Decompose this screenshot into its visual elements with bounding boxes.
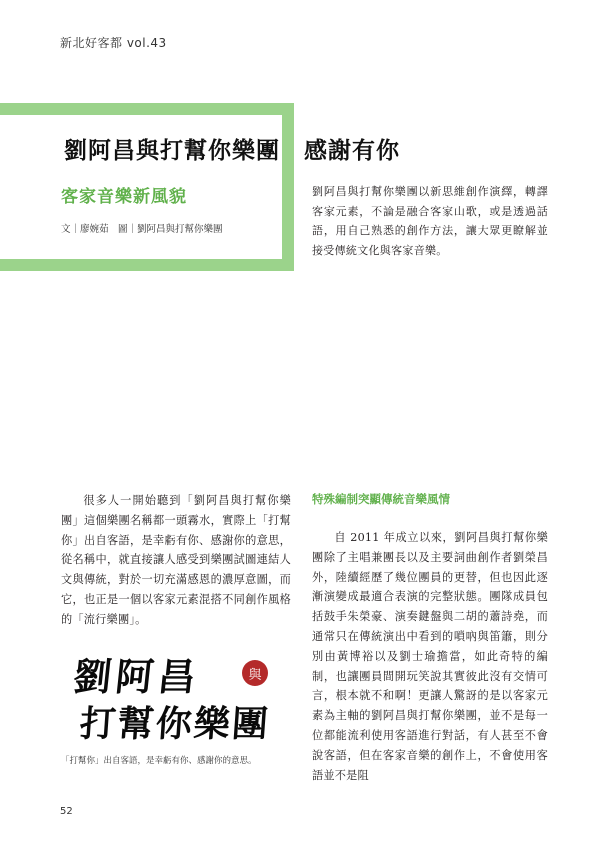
lead-paragraph: 劉阿昌與打幫你樂團以新思維創作演繹，轉譯客家元素，不論是融合客家山歌，或是透過話語，用自己熟悉的創作方法，讓大眾更瞭解並接受傳統文化與客家音樂。 <box>312 185 548 257</box>
intro-paragraph: 很多人一開始聽到「劉阿昌與打幫你樂團」這個樂團名稱都一頭霧水，實際上「打幫你」出自客語，是幸虧有你、感謝你的意思，從名稱中，就直接讓人感受到樂團試圖連結人文與傳統，對於一切充滿感恩的濃厚意圖，而它，也正是一個以客家元素混搭不同創作風格的「流行樂團」。 <box>61 494 291 626</box>
calligraphy-line-1: 劉阿昌 <box>71 654 203 699</box>
calligraphy-logo <box>64 646 288 748</box>
article-subtitle: 客家音樂新風貌 <box>61 187 187 207</box>
image-caption: 「打幫你」出自客語，是幸虧有你、感謝你的意思。 <box>61 756 257 766</box>
page-number: 52 <box>60 806 73 817</box>
magazine-header: 新北好客都 vol.43 <box>60 36 167 50</box>
article-credits: 文｜廖婉茹 圖｜劉阿昌與打幫你樂團 <box>61 224 223 235</box>
red-seal: 與 <box>242 660 268 686</box>
section-paragraph: 自 2011 年成立以來，劉阿昌與打幫你樂團除了主唱兼團長以及主要詞曲創作者劉榮昌外，陸續經歷了幾位團員的更替，但也因此逐漸演變成最適合表演的完整狀態。團隊成員包括鼓手朱榮豪、演奏鍵盤與二胡的蕭詩堯，而通常只在傳統演出中看到的嗩吶與笛簫，則分別由黃博裕以及劉士瑜擔當，如此奇特的編制，也讓團員間開玩笑說其實彼此沒有交情可言，根本就不和啊！更讓人驚訝的是以客家元素為主軸的劉阿昌與打幫你樂團，並不是每一位都能流利使用客語進行對話，有人甚至不會說客語，但在客家音樂的創作上，不會使用客語並不是阻 <box>312 531 548 782</box>
section-heading: 特殊編制突顯傳統音樂風情 <box>312 492 450 506</box>
calligraphy-line-2: 打幫你樂團 <box>78 703 272 745</box>
article-title: 劉阿昌與打幫你樂團 感謝有你 <box>64 137 400 164</box>
